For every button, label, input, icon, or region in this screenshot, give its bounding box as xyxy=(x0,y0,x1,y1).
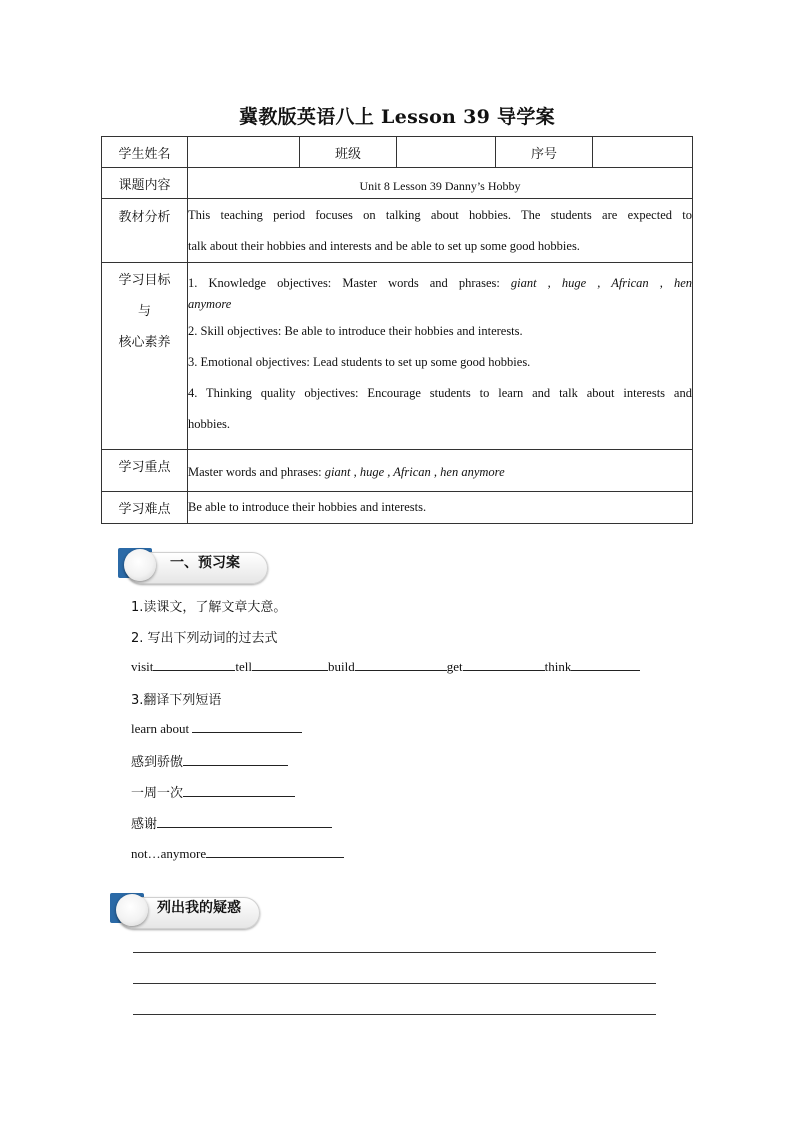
class-field[interactable] xyxy=(397,137,496,168)
document-title: 冀教版英语八上 Lesson 39 导学案 xyxy=(239,106,555,128)
goals-cell xyxy=(188,263,693,450)
goal-1-words: giant , huge , African , hen xyxy=(510,276,692,290)
info-table xyxy=(101,136,693,524)
preview-item-1: 1.读课文，了解文章大意。 xyxy=(131,600,287,615)
key-label: 学习重点 xyxy=(102,450,188,492)
section-questions-title: 列出我的疑惑 xyxy=(157,900,241,916)
student-name-label: 学生姓名 xyxy=(102,137,188,168)
goal-1-prefix: 1. Knowledge objectives: Master words and phrases: xyxy=(188,276,500,290)
phrase-line-3 xyxy=(131,782,295,801)
analysis-line-1: This teaching period focuses on talking about hobbies. The students are expected to xyxy=(188,207,692,222)
goals-row xyxy=(102,263,693,450)
class-label: 班级 xyxy=(300,137,397,168)
banner-circle-icon xyxy=(116,894,148,926)
topic-value: Unit 8 Lesson 39 Danny’s Hobby xyxy=(188,168,693,199)
key-words: giant , huge , African , hen anymore xyxy=(324,464,505,479)
topic-label: 课题内容 xyxy=(102,168,188,199)
analysis-row xyxy=(102,199,693,263)
analysis-line-2: talk about their hobbies and interests and be able to set up some good hobbies. xyxy=(188,238,580,253)
banner-circle-icon xyxy=(124,549,156,581)
goals-label-line-3: 核心素养 xyxy=(118,335,171,350)
goal-4-line-1: 4. Thinking quality objectives: Encourage students to learn and talk about interests and xyxy=(188,386,692,400)
phrase-thanks-blank[interactable] xyxy=(157,815,332,828)
phrase-thanks: 感谢 xyxy=(131,817,158,832)
verb-get-blank[interactable] xyxy=(463,658,545,671)
verb-get: get xyxy=(446,659,463,674)
verb-build-blank[interactable] xyxy=(355,658,447,671)
verb-build: build xyxy=(328,659,355,674)
phrase-once-a-week: 一周一次 xyxy=(131,786,184,801)
goal-2: 2. Skill objectives: Be able to introduce their hobbies and interests. xyxy=(188,324,523,338)
phrase-line-2 xyxy=(131,751,288,770)
key-prefix: Master words and phrases: xyxy=(188,464,322,479)
verb-think-blank[interactable] xyxy=(571,658,640,671)
goals-label-line-2: 与 xyxy=(137,304,151,319)
verb-think: think xyxy=(544,659,572,674)
section-preview-title: 一、预习案 xyxy=(170,555,240,571)
goals-label-line-1: 学习目标 xyxy=(118,273,171,288)
phrase-not-anymore-blank[interactable] xyxy=(206,845,344,858)
difficulty-label: 学习难点 xyxy=(102,492,188,524)
number-label: 序号 xyxy=(496,137,593,168)
topic-row xyxy=(102,168,693,199)
difficulty-row xyxy=(102,492,693,524)
phrase-learn-about-blank[interactable] xyxy=(192,720,302,733)
verb-blanks-line xyxy=(131,658,640,675)
verb-tell-blank[interactable] xyxy=(252,658,328,671)
phrase-line-4 xyxy=(131,813,332,832)
goal-1 xyxy=(188,268,692,299)
answer-line-1[interactable] xyxy=(133,952,656,953)
key-row xyxy=(102,450,693,492)
verb-visit-blank[interactable] xyxy=(153,658,235,671)
preview-item-2: 2. 写出下列动词的过去式 xyxy=(131,631,278,646)
verb-tell: tell xyxy=(235,659,253,674)
phrase-not-anymore: not…anymore xyxy=(131,846,207,861)
section-questions-banner xyxy=(110,893,265,933)
analysis-label: 教材分析 xyxy=(102,199,188,263)
difficulty-value: Be able to introduce their hobbies and interests. xyxy=(188,492,693,524)
phrase-proud-blank[interactable] xyxy=(183,753,288,766)
phrase-line-1 xyxy=(131,720,302,737)
verb-visit: visit xyxy=(131,659,154,674)
goals-label xyxy=(102,263,188,450)
key-cell xyxy=(188,450,693,492)
phrase-once-a-week-blank[interactable] xyxy=(183,784,295,797)
analysis-cell xyxy=(188,199,693,263)
preview-item-3: 3.翻译下列短语 xyxy=(131,693,222,708)
phrase-proud: 感到骄傲 xyxy=(131,755,184,770)
answer-line-2[interactable] xyxy=(133,983,656,984)
number-field[interactable] xyxy=(593,137,693,168)
phrase-learn-about: learn about xyxy=(131,721,190,736)
section-preview-banner xyxy=(118,548,268,588)
phrase-line-5 xyxy=(131,845,344,862)
goal-3: 3. Emotional objectives: Lead students to set up some good hobbies. xyxy=(188,355,531,369)
goal-4-line-2: hobbies. xyxy=(188,417,231,431)
answer-line-3[interactable] xyxy=(133,1014,656,1015)
goal-1-words-cont: anymore xyxy=(188,297,232,311)
student-info-row xyxy=(102,137,693,168)
student-name-field[interactable] xyxy=(188,137,300,168)
